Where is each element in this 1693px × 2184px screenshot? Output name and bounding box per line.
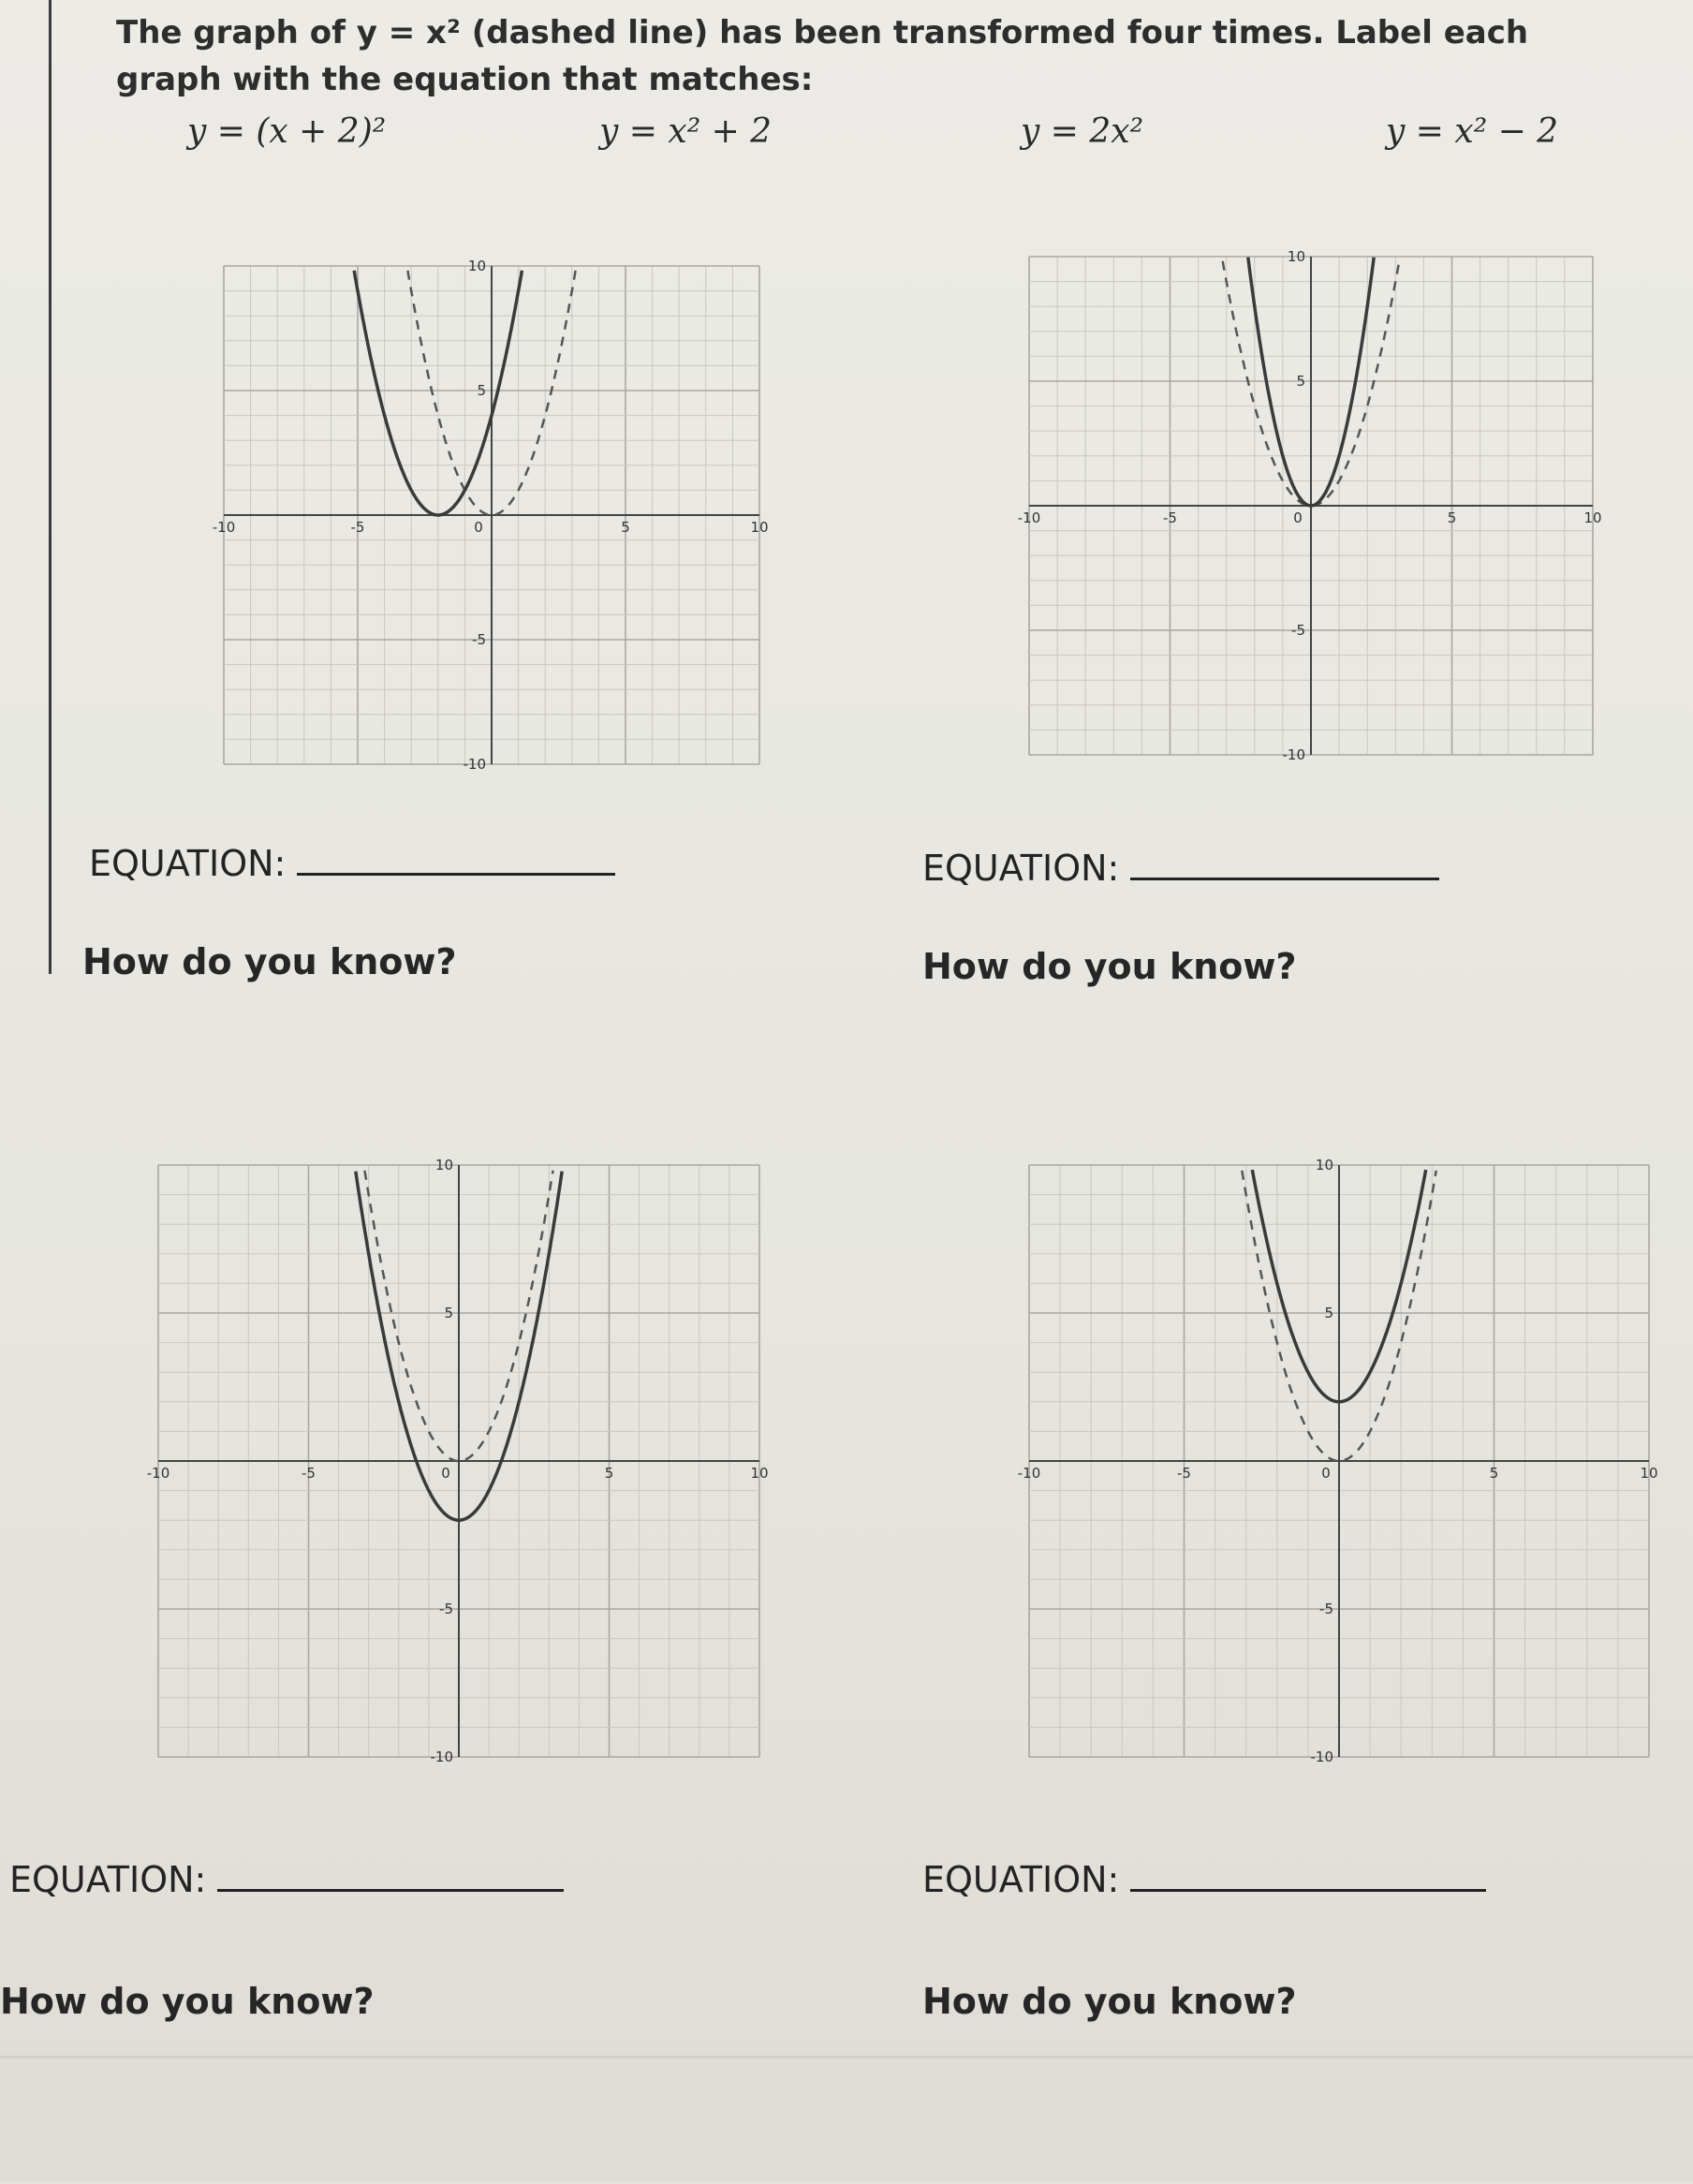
coordinate-plane (1016, 1152, 1662, 1770)
graph-4 (1016, 1152, 1662, 1770)
choice-equation: y = x² + 2 (599, 112, 773, 151)
x-tick-label: -10 (1017, 509, 1041, 526)
x-tick-label: -10 (1017, 1465, 1041, 1482)
how-do-you-know-4: How do you know? (922, 1981, 1297, 2022)
y-tick-label: 5 (477, 382, 486, 399)
equation-blank[interactable] (1130, 878, 1439, 880)
how-do-you-know-2: How do you know? (922, 946, 1297, 987)
how-do-you-know-3: How do you know? (0, 1981, 375, 2022)
equation-line-1 (89, 843, 615, 884)
x-tick-label: 0 (1321, 1465, 1331, 1482)
choice-equation: y = 2x² (1021, 112, 1144, 151)
y-tick-label: -10 (463, 756, 486, 773)
x-tick-label: -5 (1177, 1465, 1191, 1482)
margin-line (49, 0, 52, 974)
choice-equation: y = (x + 2)² (187, 112, 387, 151)
equation-label: EQUATION: (922, 1859, 1120, 1900)
equation-label: EQUATION: (89, 843, 287, 884)
equation-line-4 (922, 1859, 1486, 1900)
faint-rule (0, 2056, 1693, 2184)
graph-3 (145, 1152, 773, 1770)
equation-blank[interactable] (217, 1889, 564, 1892)
y-tick-label: -10 (1310, 1749, 1333, 1765)
graph-1 (211, 253, 773, 777)
coordinate-plane (1016, 243, 1606, 768)
equation-label: EQUATION: (922, 848, 1120, 889)
x-tick-label: 10 (750, 519, 769, 536)
equation-blank[interactable] (1130, 1889, 1486, 1892)
equation-line-3 (9, 1859, 564, 1900)
x-tick-label: 5 (604, 1465, 614, 1482)
x-tick-label: -5 (302, 1465, 316, 1482)
x-tick-label: 0 (474, 519, 483, 536)
y-tick-label: -5 (472, 631, 486, 648)
equation-blank[interactable] (297, 873, 615, 876)
x-tick-label: 5 (1447, 509, 1457, 526)
x-tick-label: -5 (350, 519, 365, 536)
equation-line-2 (922, 848, 1439, 889)
y-tick-label: -5 (1319, 1601, 1333, 1617)
choice-equation: y = x² − 2 (1386, 112, 1559, 151)
y-tick-label: 5 (1324, 1305, 1333, 1321)
x-tick-label: 10 (1640, 1465, 1658, 1482)
y-tick-label: 10 (1287, 248, 1305, 265)
y-tick-label: -5 (1291, 622, 1305, 639)
x-tick-label: 5 (1489, 1465, 1499, 1482)
x-tick-label: 10 (1583, 509, 1602, 526)
y-tick-label: 5 (1296, 373, 1305, 390)
y-tick-label: -10 (430, 1749, 453, 1765)
coordinate-plane (145, 1152, 773, 1770)
y-tick-label: -10 (1282, 746, 1305, 763)
coordinate-plane (211, 253, 773, 777)
graph-2 (1016, 243, 1606, 768)
y-tick-label: 10 (1315, 1157, 1333, 1173)
y-tick-label: 10 (467, 258, 486, 274)
y-tick-label: 10 (434, 1157, 453, 1173)
x-tick-label: 0 (441, 1465, 450, 1482)
y-tick-label: -5 (439, 1601, 453, 1617)
x-tick-label: 5 (621, 519, 630, 536)
x-tick-label: -5 (1163, 509, 1177, 526)
worksheet-title: The graph of y = x² (dashed line) has been transformed four times. Label each graph with the equation that matches: (116, 14, 1529, 98)
x-tick-label: 10 (750, 1465, 769, 1482)
x-tick-label: 0 (1293, 509, 1303, 526)
x-tick-label: -10 (146, 1465, 170, 1482)
x-tick-label: -10 (212, 519, 236, 536)
y-tick-label: 5 (444, 1305, 453, 1321)
equation-label: EQUATION: (9, 1859, 207, 1900)
how-do-you-know-1: How do you know? (82, 941, 457, 982)
